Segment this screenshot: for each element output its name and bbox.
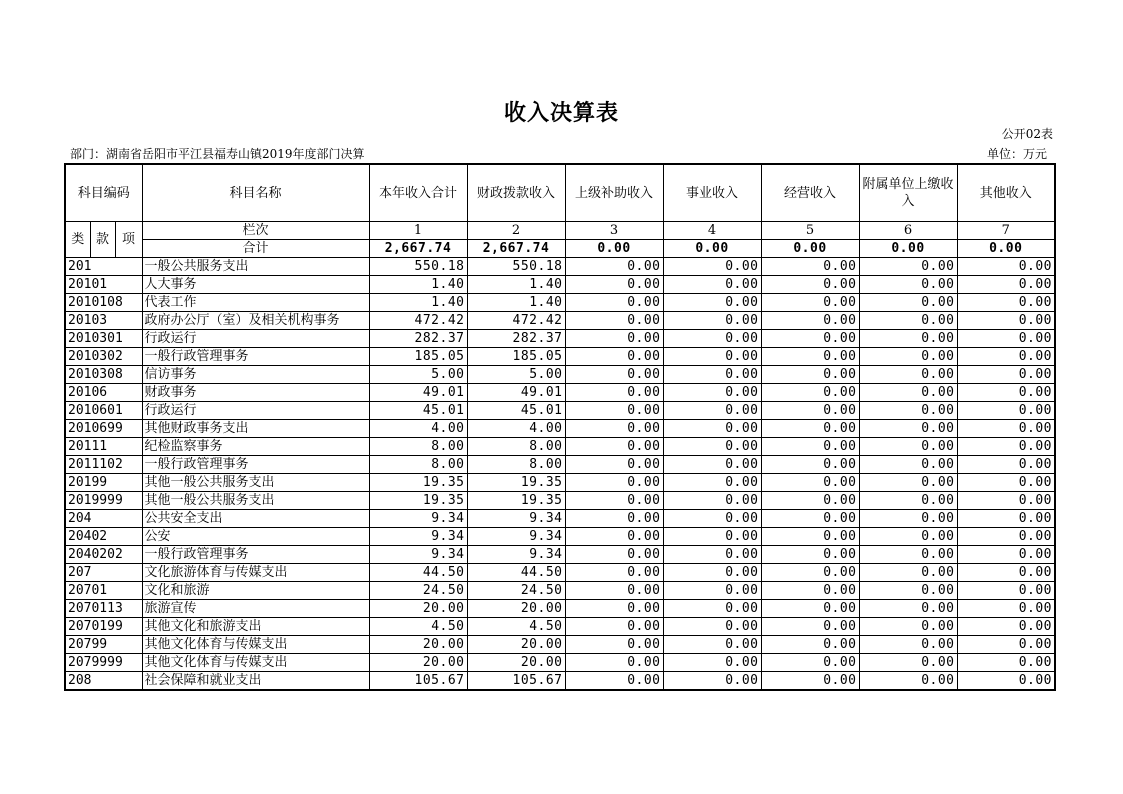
amount-cell: 19.35 [467,474,565,492]
amount-cell: 0.00 [565,258,663,276]
amount-cell: 19.35 [369,492,467,510]
subject-code: 2010601 [65,402,142,420]
col-num-5: 5 [761,222,859,240]
header-total: 本年收入合计 [369,164,467,222]
header-superior: 上级补助收入 [565,164,663,222]
amount-cell: 0.00 [663,294,761,312]
amount-cell: 0.00 [957,636,1055,654]
amount-cell: 8.00 [467,456,565,474]
header-business: 事业收入 [663,164,761,222]
amount-cell: 20.00 [369,636,467,654]
subject-code: 2019999 [65,492,142,510]
amount-cell: 9.34 [467,510,565,528]
amount-cell: 0.00 [859,312,957,330]
amount-cell: 0.00 [859,492,957,510]
amount-cell: 0.00 [761,636,859,654]
amount-cell: 0.00 [761,276,859,294]
col-num-4: 4 [663,222,761,240]
subject-code: 2079999 [65,654,142,672]
subject-name: 一般行政管理事务 [142,348,369,366]
amount-cell: 0.00 [663,420,761,438]
amount-cell: 0.00 [761,312,859,330]
amount-cell: 20.00 [467,600,565,618]
subject-name: 其他一般公共服务支出 [142,474,369,492]
amount-cell: 0.00 [957,384,1055,402]
subject-name: 其他文化体育与传媒支出 [142,636,369,654]
amount-cell: 0.00 [957,654,1055,672]
amount-cell: 0.00 [761,618,859,636]
amount-cell: 1.40 [467,276,565,294]
table-row [65,402,1055,420]
amount-cell: 0.00 [957,618,1055,636]
amount-cell: 550.18 [369,258,467,276]
amount-cell: 0.00 [663,330,761,348]
table-row [65,366,1055,384]
subject-code: 20799 [65,636,142,654]
subject-code: 208 [65,672,142,691]
subject-code: 20101 [65,276,142,294]
header-affiliate: 附属单位上缴收入 [859,164,957,222]
table-row [65,546,1055,564]
header-lei: 类 [65,222,90,258]
total-value: 2,667.74 [369,240,467,258]
subject-code: 2010301 [65,330,142,348]
amount-cell: 0.00 [663,474,761,492]
total-value: 0.00 [761,240,859,258]
amount-cell: 0.00 [761,258,859,276]
amount-cell: 0.00 [761,492,859,510]
amount-cell: 0.00 [565,456,663,474]
amount-cell: 0.00 [859,330,957,348]
table-row [65,582,1055,600]
amount-cell: 0.00 [663,510,761,528]
amount-cell: 0.00 [761,510,859,528]
subject-name: 财政事务 [142,384,369,402]
amount-cell: 0.00 [663,582,761,600]
subject-code: 20199 [65,474,142,492]
amount-cell: 0.00 [957,528,1055,546]
subject-name: 文化旅游体育与传媒支出 [142,564,369,582]
subject-name: 公安 [142,528,369,546]
subject-code: 2070113 [65,600,142,618]
subject-name: 行政运行 [142,330,369,348]
subject-code: 2010108 [65,294,142,312]
income-settlement-table [64,163,1056,691]
amount-cell: 20.00 [369,600,467,618]
subject-code: 20106 [65,384,142,402]
total-label: 合计 [142,240,369,258]
table-row [65,294,1055,312]
table-row [65,420,1055,438]
amount-cell: 0.00 [859,366,957,384]
amount-cell: 0.00 [957,582,1055,600]
amount-cell: 0.00 [761,456,859,474]
amount-cell: 1.40 [369,294,467,312]
amount-cell: 0.00 [957,330,1055,348]
table-row [65,348,1055,366]
header-code: 科目编码 [65,164,142,222]
amount-cell: 8.00 [369,438,467,456]
amount-cell: 0.00 [957,546,1055,564]
amount-cell: 0.00 [957,312,1055,330]
amount-cell: 0.00 [859,564,957,582]
amount-cell: 0.00 [957,564,1055,582]
amount-cell: 0.00 [565,654,663,672]
amount-cell: 4.50 [369,618,467,636]
header-row [65,164,1055,222]
amount-cell: 0.00 [957,276,1055,294]
subject-code: 20103 [65,312,142,330]
amount-cell: 105.67 [369,672,467,691]
col-num-2: 2 [467,222,565,240]
amount-cell: 49.01 [369,384,467,402]
subject-name: 人大事务 [142,276,369,294]
amount-cell: 282.37 [467,330,565,348]
amount-cell: 0.00 [859,546,957,564]
table-row [65,528,1055,546]
amount-cell: 0.00 [565,438,663,456]
form-number: 公开02表 [1001,127,1053,141]
amount-cell: 0.00 [761,420,859,438]
amount-cell: 0.00 [761,672,859,691]
subject-code: 2040202 [65,546,142,564]
amount-cell: 24.50 [467,582,565,600]
amount-cell: 472.42 [369,312,467,330]
table-row [65,276,1055,294]
amount-cell: 49.01 [467,384,565,402]
subject-name: 其他一般公共服务支出 [142,492,369,510]
amount-cell: 0.00 [957,672,1055,691]
amount-cell: 0.00 [859,276,957,294]
subject-code: 20701 [65,582,142,600]
amount-cell: 185.05 [467,348,565,366]
table-body [65,258,1055,691]
amount-cell: 0.00 [761,528,859,546]
subject-code: 20111 [65,438,142,456]
amount-cell: 0.00 [565,276,663,294]
amount-cell: 0.00 [957,366,1055,384]
amount-cell: 0.00 [565,618,663,636]
amount-cell: 0.00 [565,474,663,492]
header-other: 其他收入 [957,164,1055,222]
amount-cell: 0.00 [957,348,1055,366]
amount-cell: 0.00 [859,618,957,636]
amount-cell: 0.00 [565,528,663,546]
amount-cell: 0.00 [565,564,663,582]
amount-cell: 9.34 [369,510,467,528]
amount-cell: 0.00 [565,294,663,312]
table-row [65,330,1055,348]
amount-cell: 0.00 [565,546,663,564]
amount-cell: 0.00 [565,600,663,618]
amount-cell: 0.00 [859,348,957,366]
table-row [65,636,1055,654]
subject-name: 一般行政管理事务 [142,456,369,474]
subject-name: 其他文化体育与传媒支出 [142,654,369,672]
amount-cell: 0.00 [663,564,761,582]
amount-cell: 0.00 [957,456,1055,474]
amount-cell: 0.00 [761,546,859,564]
amount-cell: 4.50 [467,618,565,636]
amount-cell: 0.00 [663,546,761,564]
amount-cell: 0.00 [663,528,761,546]
header-xiang: 项 [115,222,142,258]
table-row [65,564,1055,582]
amount-cell: 0.00 [565,636,663,654]
total-value: 2,667.74 [467,240,565,258]
amount-cell: 19.35 [467,492,565,510]
amount-cell: 20.00 [467,654,565,672]
total-row [65,240,1055,258]
col-num-3: 3 [565,222,663,240]
amount-cell: 0.00 [565,672,663,691]
subject-code: 2011102 [65,456,142,474]
subject-code: 201 [65,258,142,276]
amount-cell: 0.00 [565,384,663,402]
column-number-row [65,222,1055,240]
subject-name: 一般公共服务支出 [142,258,369,276]
amount-cell: 0.00 [957,402,1055,420]
amount-cell: 472.42 [467,312,565,330]
amount-cell: 1.40 [369,276,467,294]
amount-cell: 105.67 [467,672,565,691]
amount-cell: 1.40 [467,294,565,312]
amount-cell: 0.00 [761,564,859,582]
amount-cell: 0.00 [859,600,957,618]
amount-cell: 0.00 [957,492,1055,510]
amount-cell: 0.00 [859,402,957,420]
amount-cell: 0.00 [663,366,761,384]
amount-cell: 0.00 [957,438,1055,456]
amount-cell: 8.00 [467,438,565,456]
amount-cell: 9.34 [467,528,565,546]
subject-code: 2010302 [65,348,142,366]
amount-cell: 0.00 [859,456,957,474]
amount-cell: 0.00 [761,582,859,600]
subject-name: 一般行政管理事务 [142,546,369,564]
amount-cell: 20.00 [467,636,565,654]
header-lanci: 栏次 [142,222,369,240]
amount-cell: 5.00 [369,366,467,384]
amount-cell: 0.00 [663,492,761,510]
amount-cell: 44.50 [369,564,467,582]
amount-cell: 0.00 [663,384,761,402]
amount-cell: 282.37 [369,330,467,348]
amount-cell: 9.34 [369,546,467,564]
amount-cell: 0.00 [859,294,957,312]
amount-cell: 0.00 [565,492,663,510]
subject-code: 2010699 [65,420,142,438]
table-row [65,600,1055,618]
amount-cell: 8.00 [369,456,467,474]
total-value: 0.00 [957,240,1055,258]
amount-cell: 0.00 [663,636,761,654]
amount-cell: 0.00 [859,672,957,691]
amount-cell: 45.01 [369,402,467,420]
amount-cell: 0.00 [761,402,859,420]
amount-cell: 0.00 [957,510,1055,528]
amount-cell: 0.00 [565,582,663,600]
amount-cell: 0.00 [663,654,761,672]
amount-cell: 0.00 [663,600,761,618]
amount-cell: 0.00 [957,474,1055,492]
table-row [65,258,1055,276]
amount-cell: 0.00 [565,330,663,348]
col-num-7: 7 [957,222,1055,240]
amount-cell: 0.00 [663,258,761,276]
amount-cell: 0.00 [663,438,761,456]
amount-cell: 0.00 [663,276,761,294]
subject-name: 公共安全支出 [142,510,369,528]
amount-cell: 0.00 [565,312,663,330]
subject-name: 社会保障和就业支出 [142,672,369,691]
amount-cell: 0.00 [663,312,761,330]
amount-cell: 0.00 [761,384,859,402]
amount-cell: 0.00 [761,294,859,312]
amount-cell: 0.00 [663,402,761,420]
amount-cell: 0.00 [859,438,957,456]
amount-cell: 0.00 [761,330,859,348]
amount-cell: 0.00 [565,402,663,420]
amount-cell: 4.00 [369,420,467,438]
header-name: 科目名称 [142,164,369,222]
amount-cell: 0.00 [859,384,957,402]
subject-code: 204 [65,510,142,528]
total-value: 0.00 [859,240,957,258]
table-row [65,474,1055,492]
amount-cell: 0.00 [859,654,957,672]
col-num-1: 1 [369,222,467,240]
amount-cell: 0.00 [663,456,761,474]
amount-cell: 0.00 [761,600,859,618]
col-num-6: 6 [859,222,957,240]
subject-code: 20402 [65,528,142,546]
table-row [65,456,1055,474]
table-row [65,672,1055,691]
amount-cell: 0.00 [859,420,957,438]
document-title: 收入决算表 [503,100,619,126]
amount-cell: 5.00 [467,366,565,384]
amount-cell: 44.50 [467,564,565,582]
table-row [65,654,1055,672]
amount-cell: 0.00 [761,348,859,366]
amount-cell: 0.00 [761,438,859,456]
unit-label: 单位：万元 [986,147,1047,161]
amount-cell: 0.00 [761,474,859,492]
amount-cell: 0.00 [859,528,957,546]
amount-cell: 185.05 [369,348,467,366]
amount-cell: 0.00 [663,672,761,691]
amount-cell: 0.00 [957,420,1055,438]
table-row [65,510,1055,528]
subject-name: 旅游宣传 [142,600,369,618]
table-row [65,438,1055,456]
total-value: 0.00 [663,240,761,258]
subject-code: 207 [65,564,142,582]
subject-name: 纪检监察事务 [142,438,369,456]
amount-cell: 9.34 [369,528,467,546]
amount-cell: 0.00 [761,654,859,672]
amount-cell: 0.00 [663,348,761,366]
amount-cell: 0.00 [957,258,1055,276]
header-fiscal: 财政拨款收入 [467,164,565,222]
amount-cell: 0.00 [565,366,663,384]
amount-cell: 0.00 [565,348,663,366]
subject-name: 其他财政事务支出 [142,420,369,438]
header-kuan: 款 [90,222,115,258]
amount-cell: 550.18 [467,258,565,276]
subject-code: 2010308 [65,366,142,384]
amount-cell: 0.00 [859,636,957,654]
amount-cell: 4.00 [467,420,565,438]
amount-cell: 0.00 [859,474,957,492]
amount-cell: 24.50 [369,582,467,600]
amount-cell: 0.00 [957,600,1055,618]
subject-name: 其他文化和旅游支出 [142,618,369,636]
total-value: 0.00 [565,240,663,258]
subject-name: 政府办公厅（室）及相关机构事务 [142,312,369,330]
table-row [65,312,1055,330]
amount-cell: 0.00 [859,582,957,600]
subject-code: 2070199 [65,618,142,636]
header-operating: 经营收入 [761,164,859,222]
amount-cell: 9.34 [467,546,565,564]
amount-cell: 0.00 [761,366,859,384]
table-row [65,384,1055,402]
department-label: 部门：湖南省岳阳市平江县福寿山镇2019年度部门决算 [70,147,365,161]
amount-cell: 0.00 [859,258,957,276]
subject-name: 文化和旅游 [142,582,369,600]
amount-cell: 19.35 [369,474,467,492]
amount-cell: 0.00 [957,294,1055,312]
table-row [65,492,1055,510]
amount-cell: 0.00 [663,618,761,636]
subject-name: 代表工作 [142,294,369,312]
amount-cell: 20.00 [369,654,467,672]
subject-name: 信访事务 [142,366,369,384]
amount-cell: 45.01 [467,402,565,420]
amount-cell: 0.00 [565,510,663,528]
amount-cell: 0.00 [565,420,663,438]
subject-name: 行政运行 [142,402,369,420]
table-row [65,618,1055,636]
amount-cell: 0.00 [859,510,957,528]
